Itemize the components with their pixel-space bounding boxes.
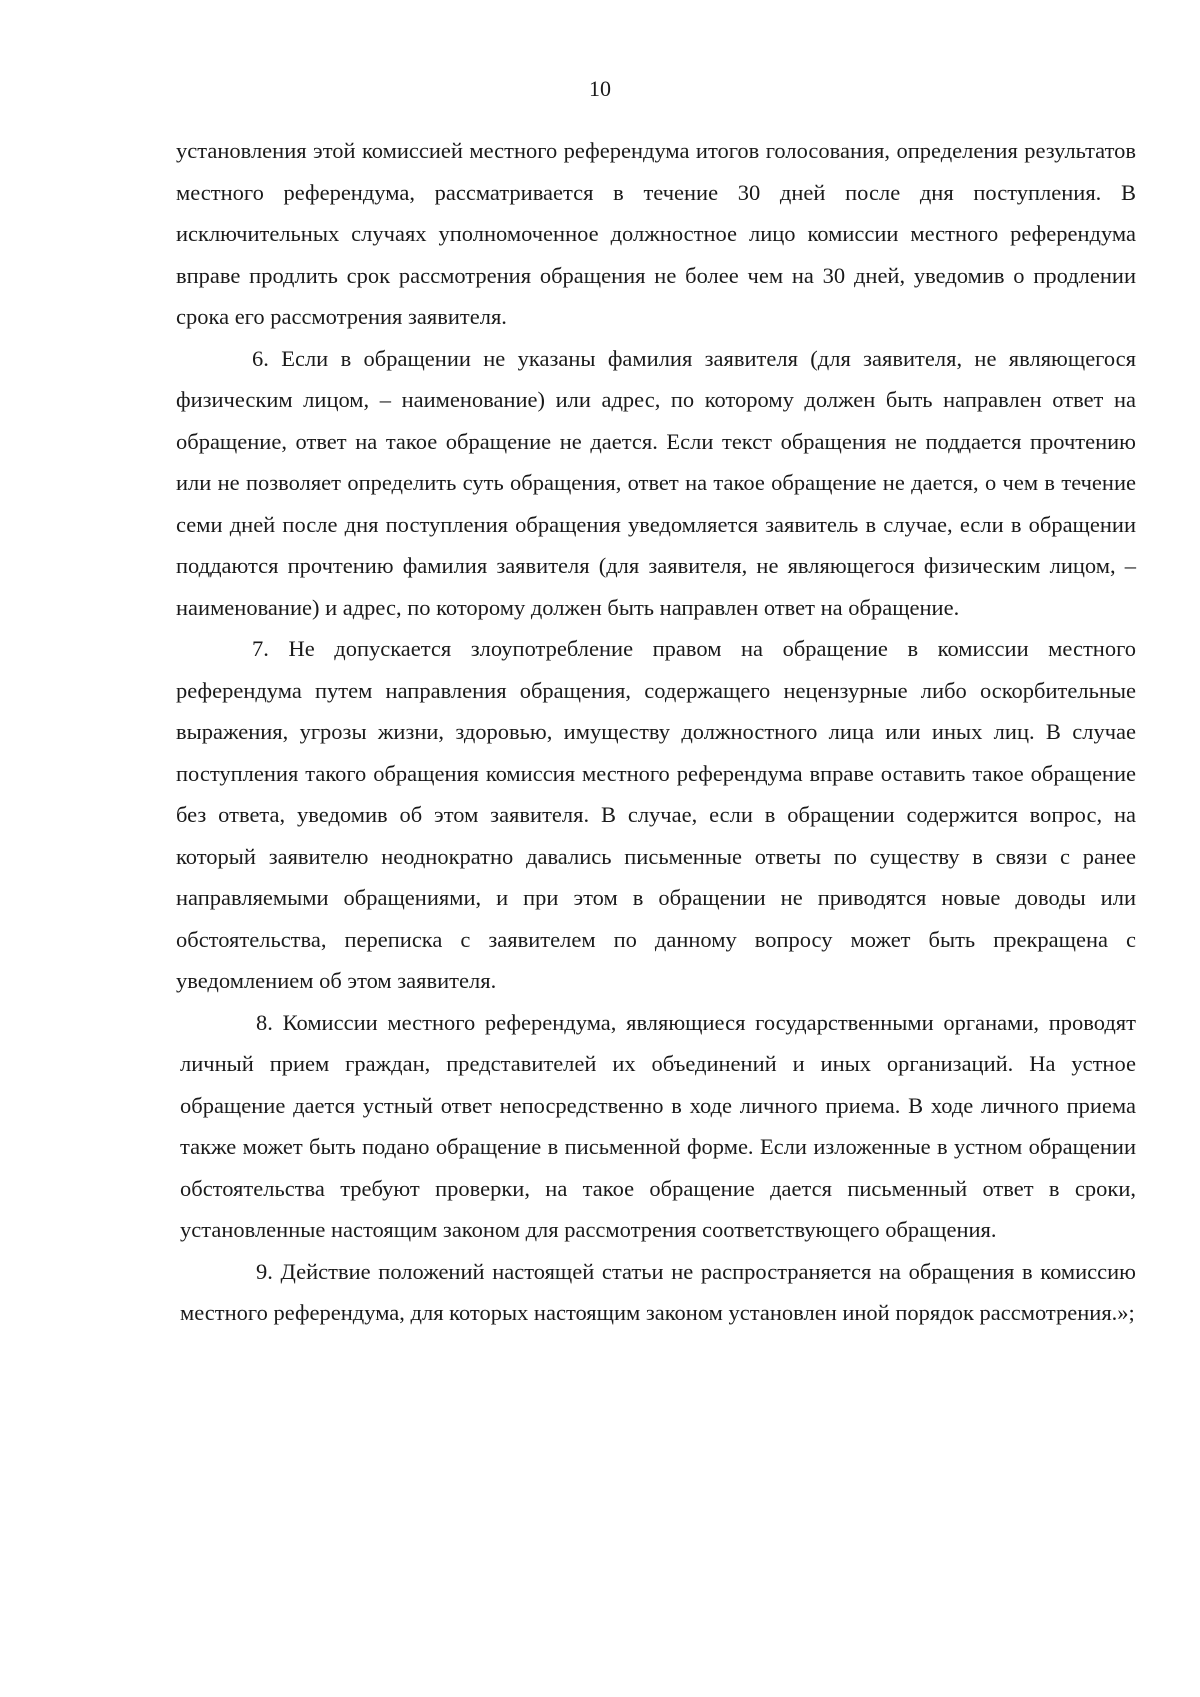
page-number: 10 — [589, 76, 611, 101]
paragraph-item-6: 6. Если в обращении не указаны фамилия заявителя (для заявителя, не являющегося физическим лицом, – наименование) или адрес, по которому должен быть направлен ответ на обращение, ответ на такое обращение не дается. Если текст обращения не поддается прочтению или не позволяет определить суть обращения, ответ на такое обращение не дается, о чем в течение семи дней после дня поступления обращения уведомляется заявитель в случае, если в обращении поддаются прочтению фамилия заявителя (для заявителя, не являющегося физическим лицом, – наименование) и адрес, по которому должен быть направлен ответ на обращение. — [176, 345, 1136, 620]
document-body — [176, 130, 1136, 1334]
paragraph-continuation: установления этой комиссией местного референдума итогов голосования, определения результатов местного референдума, рассматривается в течение 30 дней после дня поступления. В исключительных случаях уполномоченное должностное лицо комиссии местного референдума вправе продлить срок рассмотрения обращения не более чем на 30 дней, уведомив о продлении срока его рассмотрения заявителя. — [176, 138, 1136, 329]
paragraph-item-7: 7. Не допускается злоупотребление правом на обращение в комиссии местного референдума путем направления обращения, содержащего нецензурные либо оскорбительные выражения, угрозы жизни, здоровью, имуществу должностного лица или иных лиц. В случае поступления такого обращения комиссия местного референдума вправе оставить такое обращение без ответа, уведомив об этом заявителя. В случае, если в обращении содержится вопрос, на который заявителю неоднократно давались письменные ответы по существу в связи с ранее направляемыми обращениями, и при этом в обращении не приводятся новые доводы или обстоятельства, переписка с заявителем по данному вопросу может быть прекращена с уведомлением об этом заявителя. — [176, 636, 1136, 993]
paragraph-item-9: 9. Действие положений настоящей статьи не распространяется на обращения в комиссию местного референдума, для которых настоящим законом установлен иной порядок рассмотрения.»; — [180, 1258, 1136, 1325]
paragraph-item-8: 8. Комиссии местного референдума, являющиеся государственными органами, проводят личный прием граждан, представителей их объединений и иных организаций. На устное обращение дается устный ответ непосредственно в ходе личного приема. В ходе личного приема также может быть подано обращение в письменной форме. Если изложенные в устном обращении обстоятельства требуют проверки, на такое обращение дается письменный ответ в сроки, установленные настоящим законом для рассмотрения соответствующего обращения. — [180, 1009, 1136, 1242]
